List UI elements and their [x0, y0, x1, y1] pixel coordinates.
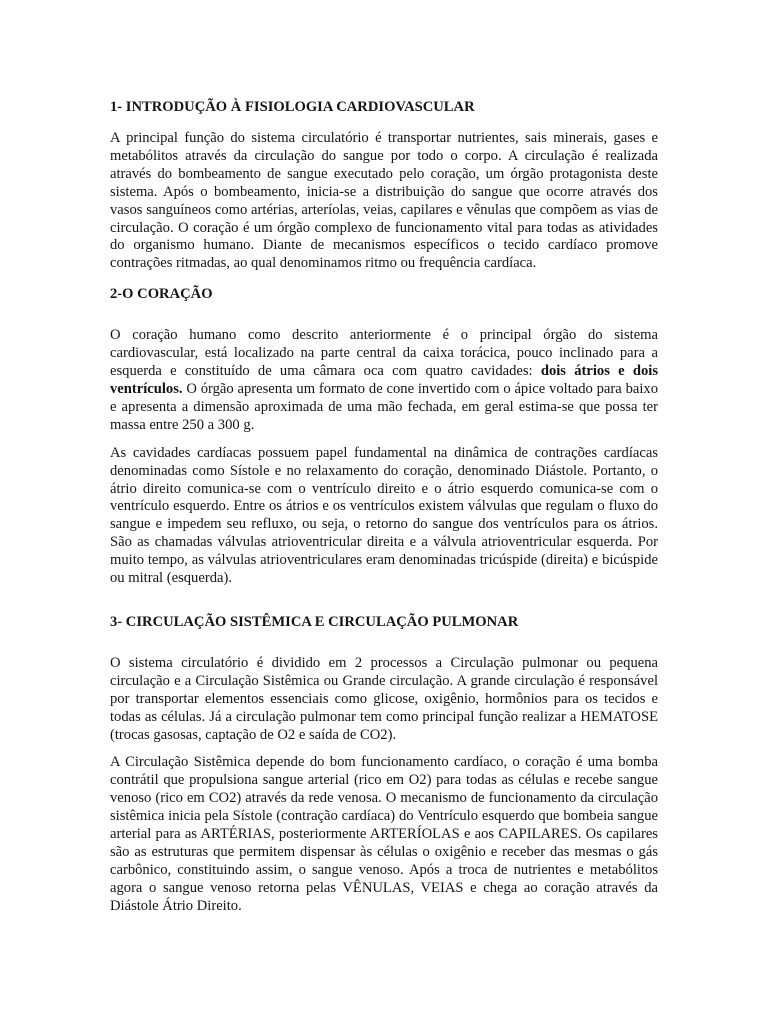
paragraph-coracao-1-bold-text: dois átrios e dois ventrículos.: [110, 363, 658, 397]
paragraph-coracao-1: [110, 327, 658, 434]
document-page: [110, 98, 658, 916]
paragraph-introducao: A principal função do sistema circulatório é transportar nutrientes, sais minerais, gases e metabólitos através da circulação do sangue por todo o corpo. A circulação é realizada através do bombeamento de sangue executado pelo coração, um órgão protagonista deste sistema. Após o bombeamento, inicia-se a distribuição do sangue que ocorre através dos vasos sanguíneos como artérias, arteríolas, veias, capilares e vênulas que compõem as vias de circulação. O coração é um órgão complexo de funcionamento vital para todas as atividades do organismo humano. Diante de mecanismos específicos o tecido cardíaco promove contrações ritmadas, ao qual denominamos ritmo ou frequência cardíaca.: [110, 130, 658, 272]
paragraph-circulacao-2: A Circulação Sistêmica depende do bom funcionamento cardíaco, o coração é uma bomba contrátil que propulsiona sangue arterial (rico em O2) para todas as células e recebe sangue venoso (rico em CO2) através da rede venosa. O mecanismo de funcionamento da circulação sistêmica inicia pela Sístole (contração cardíaca) do Ventrículo esquerdo que bombeia sangue arterial para as ARTÉRIAS, posteriormente ARTERÍOLAS e aos CAPILARES. Os capilares são as estruturas que permitem dispensar às células o oxigênio e receber das mesmas o gás carbônico, constituindo assim, o sangue venoso. Após a troca de nutrientes e metabólitos agora o sangue venoso retorna pelas VÊNULAS, VEIAS e chega ao coração através da Diástole Átrio Direito.: [110, 754, 658, 914]
paragraph-coracao-1-text-end: O órgão apresenta um formato de cone invertido com o ápice voltado para baixo e apresenta a dimensão aproximada de uma mão fechada, em geral estima-se que possa ter massa entre 250 a 300 g.: [110, 380, 658, 433]
section-heading-introducao: 1- INTRODUÇÃO À FISIOLOGIA CARDIOVASCULAR: [110, 99, 475, 115]
paragraph-coracao-1-text-start: O coração humano como descrito anteriormente é o principal órgão do sistema cardiovascular, está localizado na parte central da caixa torácica, pouco inclinado para a esquerda e constituído de uma câmara oca com quatro cavidades:: [110, 327, 658, 380]
paragraph-circulacao-1: O sistema circulatório é dividido em 2 processos a Circulação pulmonar ou pequena circulação e a Circulação Sistêmica ou Grande circulação. A grande circulação é responsável por transportar elementos essenciais como glicose, oxigênio, hormônios para os tecidos e todas as células. Já a circulação pulmonar tem como principal função realizar a HEMATOSE (trocas gasosas, captação de O2 e saída de CO2).: [110, 654, 658, 743]
section-heading-circulacao: 3- CIRCULAÇÃO SISTÊMICA E CIRCULAÇÃO PULMONAR: [110, 613, 519, 630]
section-heading-coracao: 2-O CORAÇÃO: [110, 286, 213, 303]
paragraph-coracao-2: As cavidades cardíacas possuem papel fundamental na dinâmica de contrações cardíacas denominadas como Sístole e no relaxamento do coração, denominado Diástole. Portanto, o átrio direito comunica-se com o ventrículo direito e o átrio esquerdo comunica-se com o ventrículo esquerdo. Entre os átrios e os ventrículos existem válvulas que regulam o fluxo do sangue e impedem seu refluxo, ou seja, o retorno do sangue dos ventrículos para os átrios. São as chamadas válvulas atrioventricular direita e a válvula atrioventricular esquerda. Por muito tempo, as válvulas atrioventriculares eram denominadas tricúspide (direita) e bicúspide ou mitral (esquerda).: [110, 444, 658, 587]
